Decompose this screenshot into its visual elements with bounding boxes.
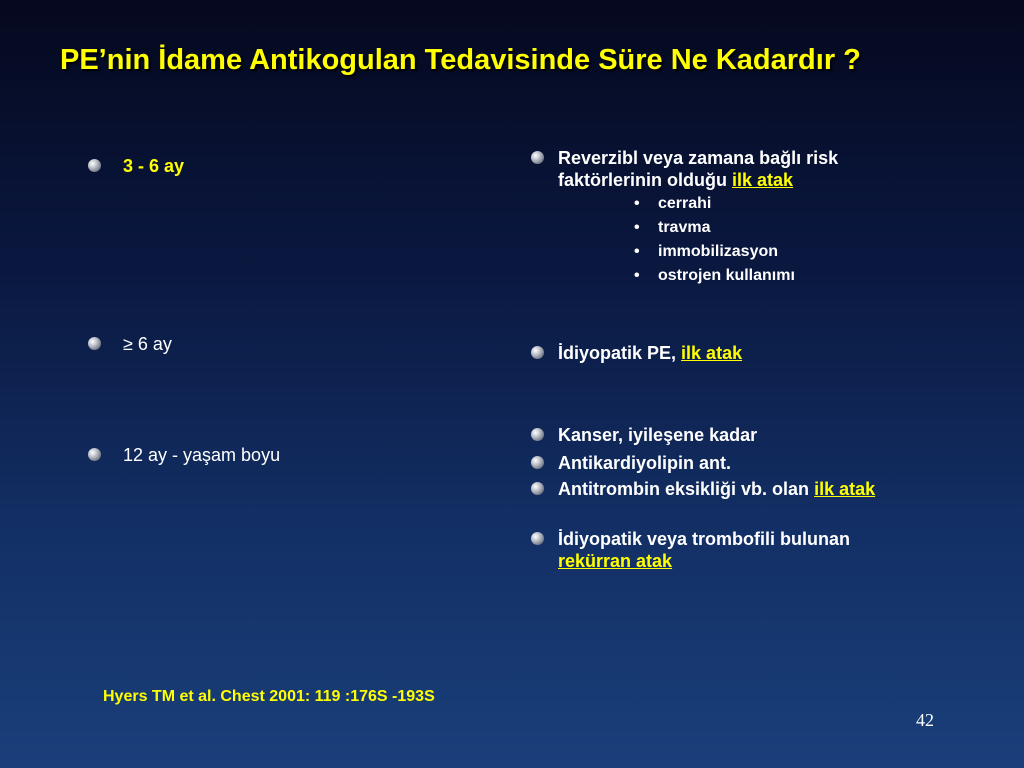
duration-label: ≥ 6 ay	[123, 334, 172, 354]
sub-bullet-icon: •	[634, 195, 640, 212]
bullet-icon	[531, 151, 544, 164]
right-bullet-5	[531, 478, 931, 500]
bullet-icon	[531, 428, 544, 441]
reference-citation: Hyers TM et al. Chest 2001: 119 :176S -193S	[103, 688, 435, 705]
right-bullet-4	[531, 452, 931, 474]
bullet-icon	[88, 337, 101, 350]
sub-bullet-1: • cerrahi	[634, 192, 711, 216]
right-bullet-2	[531, 342, 931, 364]
sub-bullet-icon: •	[634, 267, 640, 284]
sub-bullet-icon: •	[634, 219, 640, 236]
right-bullet-6	[531, 528, 851, 572]
duration-label: 12 ay - yaşam boyu	[123, 445, 281, 465]
slide-title: PE’nin İdame Antikogulan Tedavisinde Süre Ne Kadardır ?	[60, 44, 861, 76]
bullet-icon	[531, 532, 544, 545]
indication-text: Antikardiyolipin ant.	[558, 453, 732, 473]
bullet-icon	[531, 482, 544, 495]
page-number: 42	[916, 710, 934, 730]
indication-text: İdiyopatik veya trombofili bulunan rekürran atak	[558, 529, 851, 571]
right-bullet-1	[531, 147, 931, 191]
bullet-icon	[88, 448, 101, 461]
duration-label: 3 - 6 ay	[123, 156, 185, 176]
indication-text: Reverzibl veya zamana bağlı risk faktörlerinin olduğu ilk atak	[558, 148, 839, 190]
sub-bullet-icon: •	[634, 243, 640, 260]
left-bullet-2	[88, 333, 172, 355]
sub-bullet-3: • immobilizasyon	[634, 240, 778, 264]
bullet-icon	[531, 456, 544, 469]
highlight-text: rekürran atak	[558, 551, 673, 571]
indication-text: Antitrombin eksikliği vb. olan ilk atak	[558, 479, 876, 499]
bullet-icon	[531, 346, 544, 359]
left-bullet-1	[88, 155, 184, 177]
indication-text: Kanser, iyileşene kadar	[558, 425, 758, 445]
left-bullet-3	[88, 444, 280, 466]
right-bullet-3	[531, 424, 931, 446]
sub-bullet-4: • ostrojen kullanımı	[634, 264, 795, 288]
bullet-icon	[88, 159, 101, 172]
sub-bullet-2: • travma	[634, 216, 710, 240]
highlight-text: ilk atak	[814, 479, 876, 499]
highlight-text: ilk atak	[681, 343, 743, 363]
indication-text: İdiyopatik PE, ilk atak	[558, 343, 743, 363]
highlight-text: ilk atak	[732, 170, 794, 190]
